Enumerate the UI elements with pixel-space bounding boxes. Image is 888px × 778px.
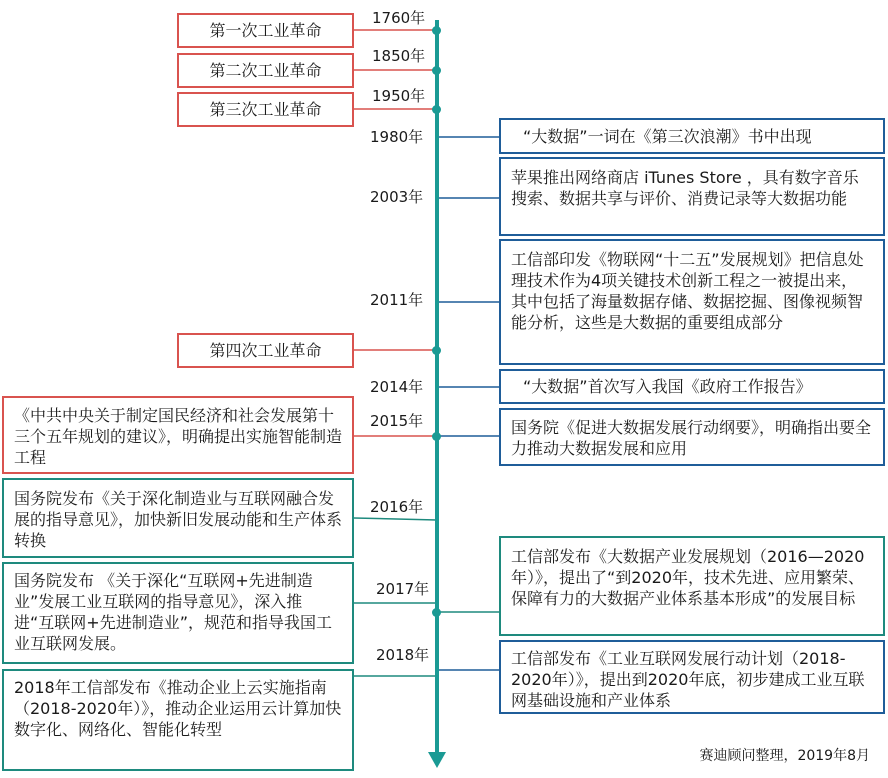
event-2011: 工信部印发《物联网“十二五”发展规划》把信息处理技术作为4项关键技术创新工程之一被提出来，其中包括了海量数据存储、数据挖掘、图像视频智能分析，这些是大数据的重要组成部分 [499, 239, 885, 365]
revolution-third: 第三次工业革命 [177, 92, 354, 127]
year-1980: 1980年 [370, 128, 424, 146]
revolution-fourth: 第四次工业革命 [177, 333, 354, 368]
event-2017-left: 国务院发布 《关于深化“互联网+先进制造业”发展工业互联网的指导意见》，深入推进“互联网+先进制造业”，规范和指导我国工业互联网发展。 [2, 562, 354, 664]
year-1850: 1850年 [372, 47, 426, 65]
event-2017-right: 工信部发布《大数据产业发展规划（2016—2020年）》，提出了“到2020年，技术先进、应用繁荣、保障有力的大数据产业体系基本形成”的发展目标 [499, 536, 885, 636]
timeline-dot-fourth [432, 346, 441, 355]
event-2014: “大数据”首次写入我国《政府工作报告》 [499, 369, 885, 404]
timeline-arrow-head [428, 752, 446, 768]
event-2015-right: 国务院《促进大数据发展行动纲要》，明确指出要全力推动大数据发展和应用 [499, 408, 885, 466]
year-2003: 2003年 [370, 188, 424, 206]
event-2018-right: 工信部发布《工业互联网发展行动计划（2018-2020年）》，提出到2020年底，初步建成工业互联网基础设施和产业体系 [499, 640, 885, 714]
year-2011: 2011年 [370, 291, 424, 309]
event-2015-left: 《中共中央关于制定国民经济和社会发展第十三个五年规划的建议》，明确提出实施智能制造工程 [2, 396, 354, 474]
timeline-axis [435, 20, 439, 758]
event-2018-left: 2018年工信部发布《推动企业上云实施指南（2018-2020年）》，推动企业运用云计算加快数字化、网络化、智能化转型 [2, 669, 354, 771]
year-1950: 1950年 [372, 87, 426, 105]
year-2017: 2017年 [376, 580, 430, 598]
timeline-dot-1850 [432, 66, 441, 75]
year-2015: 2015年 [370, 412, 424, 430]
revolution-second: 第二次工业革命 [177, 53, 354, 88]
event-2003: 苹果推出网络商店 iTunes Store ，具有数字音乐搜索、数据共享与评价、消费记录等大数据功能 [499, 157, 885, 236]
year-2016: 2016年 [370, 498, 424, 516]
timeline-dot-1760 [432, 26, 441, 35]
timeline-dot-1950 [432, 105, 441, 114]
year-1760: 1760年 [372, 9, 426, 27]
timeline-dot-2017 [432, 608, 441, 617]
event-2016: 国务院发布《关于深化制造业与互联网融合发展的指导意见》，加快新旧发展动能和生产体系转换 [2, 478, 354, 558]
year-2018: 2018年 [376, 646, 430, 664]
connector-2016 [354, 518, 437, 520]
event-1980: “大数据”一词在《第三次浪潮》书中出现 [499, 118, 885, 154]
revolution-first: 第一次工业革命 [177, 13, 354, 48]
source-note: 赛迪顾问整理，2019年8月 [699, 748, 870, 764]
year-2014: 2014年 [370, 378, 424, 396]
timeline-dot-2015 [432, 432, 441, 441]
